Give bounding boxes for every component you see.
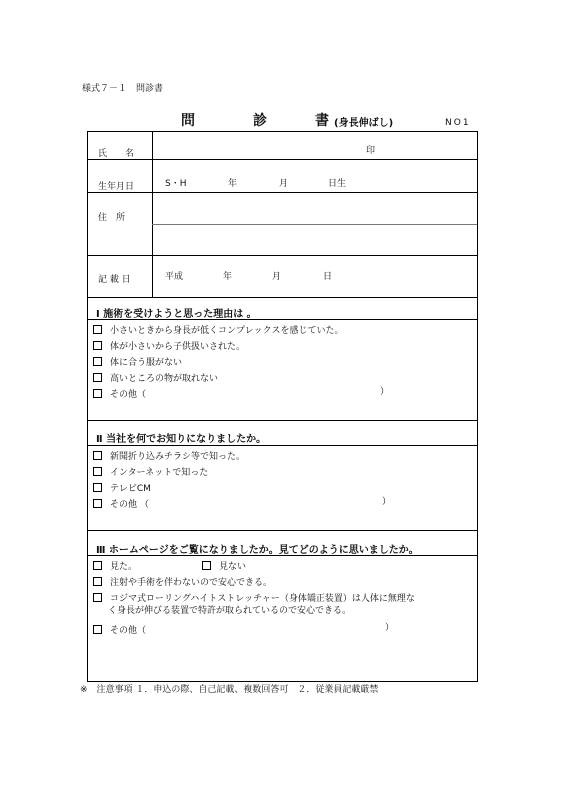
checkbox[interactable]: [93, 483, 102, 492]
checkbox[interactable]: [93, 561, 102, 570]
section-1-option[interactable]: [93, 323, 343, 336]
title-char-2: 診: [253, 113, 267, 129]
questionnaire-form: [87, 131, 478, 682]
section-divider: [88, 420, 477, 421]
form-code: 様式７－１ 問診書: [82, 84, 164, 94]
entry-date-field[interactable]: [153, 256, 477, 297]
option-label-continued: く身長が伸びる装置で特許が取られているので安心できる。: [108, 606, 352, 616]
name-field[interactable]: [153, 132, 477, 159]
title-char-1: 問: [181, 113, 195, 129]
caution-notes: ※ 注意事項 １．申込の際、自己記載、複数回答可 ２．従業員記載厳禁: [80, 685, 379, 695]
entry-era: 平成: [165, 272, 184, 282]
section-1-heading: Ⅰ 施術を受けようと思った理由は 。: [96, 309, 257, 320]
option-label: その他（: [110, 390, 147, 400]
section-3-heading: Ⅲ ホームページをご覧になりましたか。見てどのように思いましたか。: [96, 545, 419, 556]
section-1-option-other[interactable]: [93, 387, 146, 400]
entry-date-label: 記 載 日: [98, 275, 131, 285]
birth-date-field[interactable]: [153, 160, 477, 192]
section-heading-underline: [88, 445, 477, 446]
checkbox[interactable]: [93, 577, 102, 586]
option-label: インターネットで知った: [110, 468, 209, 478]
other-close-paren: ）: [382, 497, 392, 507]
checkbox[interactable]: [93, 389, 102, 398]
section-2-option[interactable]: [93, 481, 151, 494]
birth-date-label: 生年月日: [98, 182, 135, 192]
name-label: 氏 名: [98, 149, 135, 159]
title-char-3: 書: [315, 113, 329, 129]
title-subtitle: (身長伸ばし): [334, 118, 394, 129]
section-3-option-other[interactable]: [93, 623, 146, 636]
option-label: 見ない: [219, 562, 247, 572]
option-label: 体に合う服がない: [110, 358, 183, 368]
entry-day-unit: 日: [323, 272, 333, 282]
option-label: 見た。: [110, 562, 138, 572]
option-label: 注射や手術を伴わないので安心できる。: [110, 578, 273, 588]
document-number: NO1: [445, 118, 471, 128]
checkbox[interactable]: [93, 341, 102, 350]
other-close-paren: ）: [380, 387, 390, 397]
checkbox[interactable]: [93, 625, 102, 634]
option-label: コジマ式ローリングハイトストレッチャー（身体矯正装置）は人体に無理な: [110, 594, 415, 604]
section-1-option[interactable]: [93, 339, 245, 352]
section-1-option[interactable]: [93, 371, 218, 384]
option-label: 新聞折り込みチラシ等で知った。: [110, 452, 246, 462]
option-label: テレビCM: [110, 484, 151, 494]
seen-option[interactable]: [93, 559, 137, 572]
birth-era: S・H: [165, 179, 187, 189]
checkbox[interactable]: [93, 373, 102, 382]
checkbox[interactable]: [93, 451, 102, 460]
checkbox[interactable]: [93, 499, 102, 508]
option-label: 小さいときから身長が低くコンプレックスを感じていた。: [110, 326, 344, 336]
section-heading-underline: [88, 555, 477, 556]
section-3-option[interactable]: [93, 591, 415, 604]
checkbox[interactable]: [202, 561, 211, 570]
section-divider: [88, 297, 477, 298]
option-label: その他 （: [110, 500, 149, 510]
address-label: 住 所: [98, 213, 126, 223]
option-label: その他（: [110, 626, 147, 636]
birth-day-unit: 日生: [328, 179, 347, 189]
other-close-paren: ）: [385, 623, 395, 633]
option-label: 高いところの物が取れない: [110, 374, 219, 384]
option-label: 体が小さいから子供扱いされた。: [110, 342, 246, 352]
section-1-option[interactable]: [93, 355, 182, 368]
address-field[interactable]: [153, 193, 477, 255]
section-divider: [88, 530, 477, 531]
entry-year-unit: 年: [223, 272, 233, 282]
section-2-option[interactable]: [93, 449, 245, 462]
checkbox[interactable]: [93, 325, 102, 334]
checkbox[interactable]: [93, 467, 102, 476]
section-2-heading: Ⅱ 当社を何でお知りになりましたか。: [96, 434, 267, 445]
section-2-option[interactable]: [93, 465, 208, 478]
section-2-option-other[interactable]: [93, 497, 149, 510]
birth-month-unit: 月: [279, 179, 289, 189]
section-heading-underline: [88, 319, 477, 320]
seal-mark: 印: [366, 146, 376, 156]
checkbox[interactable]: [93, 593, 102, 602]
birth-year-unit: 年: [228, 179, 238, 189]
not-seen-option[interactable]: [202, 559, 246, 572]
entry-month-unit: 月: [272, 272, 282, 282]
section-3-option[interactable]: [93, 575, 272, 588]
checkbox[interactable]: [93, 357, 102, 366]
